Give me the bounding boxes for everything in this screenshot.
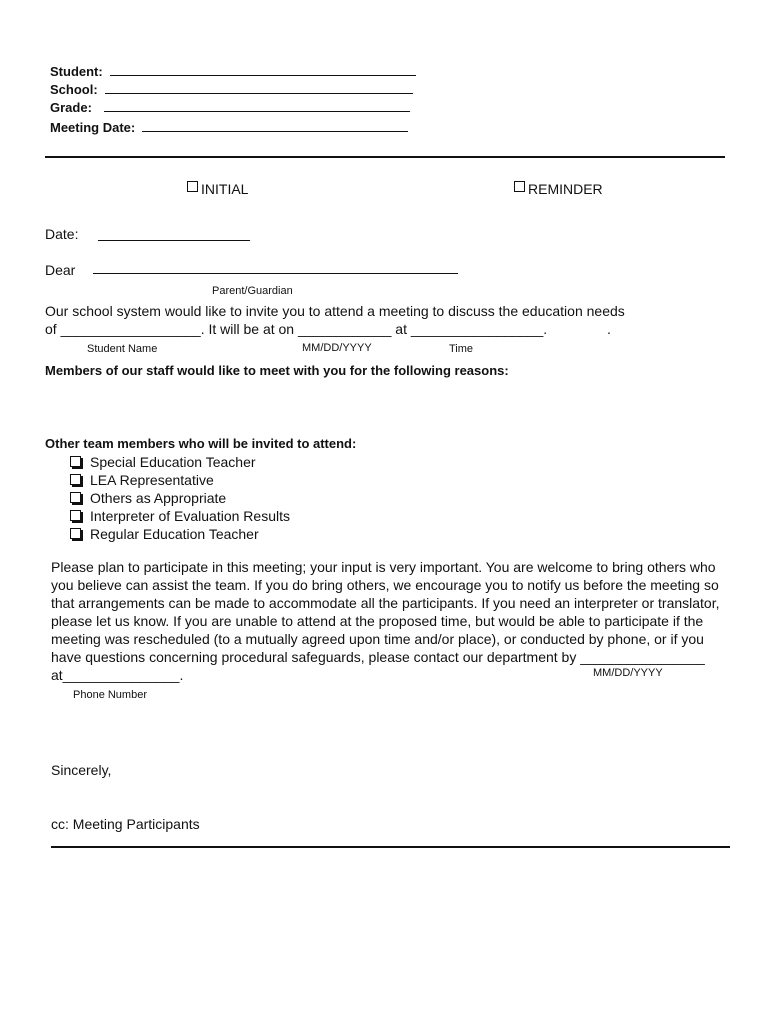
team-heading: Other team members who will be invited to attend:	[45, 436, 357, 451]
bottom-divider	[51, 846, 730, 848]
body-line-3: that arrangements can be made to accommodate all the participants. If you need an interpreter or translator,	[51, 595, 720, 611]
contact-date-caption: MM/DD/YYYY	[593, 667, 663, 679]
dear-label: Dear	[45, 262, 76, 278]
team-member-item: Others as Appropriate	[90, 490, 227, 506]
parent-guardian-field[interactable]	[93, 273, 458, 274]
meeting-date-caption: MM/DD/YYYY	[302, 342, 372, 354]
intro-trailing-period: .	[607, 321, 611, 337]
body-line-5: meeting was rescheduled (to a mutually agreed upon time and/or place), or conducted by phone, or if you	[51, 631, 704, 647]
team-member-item: Interpreter of Evaluation Results	[90, 508, 290, 524]
team-member-item: Special Education Teacher	[90, 454, 256, 470]
team-member-item: Regular Education Teacher	[90, 526, 259, 542]
body-line-7: at_______________.	[51, 667, 184, 683]
team-member-checkbox[interactable]	[70, 492, 81, 503]
team-member-checkbox[interactable]	[70, 456, 81, 467]
team-member-checkbox[interactable]	[70, 510, 81, 521]
reasons-heading: Members of our staff would like to meet with you for the following reasons:	[45, 363, 509, 378]
body-line-2: you believe can assist the team. If you do bring others, we encourage you to notify us before the meeting so	[51, 577, 719, 593]
reminder-checkbox[interactable]	[514, 181, 525, 192]
cc-line: cc: Meeting Participants	[51, 816, 200, 832]
team-member-checkbox[interactable]	[70, 474, 81, 485]
body-line-1: Please plan to participate in this meeting; your input is very important. You are welcome to bring others who	[51, 559, 716, 575]
reminder-label: REMINDER	[528, 181, 603, 197]
time-caption: Time	[449, 343, 474, 355]
phone-number-caption: Phone Number	[73, 689, 147, 701]
student-field[interactable]	[110, 75, 416, 76]
school-field[interactable]	[105, 93, 413, 94]
school-label: School:	[50, 82, 98, 97]
top-divider	[45, 156, 725, 158]
student-label: Student:	[50, 64, 103, 79]
meeting-date-label: Meeting Date:	[50, 120, 136, 135]
closing: Sincerely,	[51, 762, 112, 778]
team-member-item: LEA Representative	[90, 472, 214, 488]
team-member-checkbox[interactable]	[70, 528, 81, 539]
body-line-4: please let us know. If you are unable to attend at the proposed time, but would be able to participate if the	[51, 613, 704, 629]
parent-guardian-caption: Parent/Guardian	[212, 285, 293, 297]
meeting-date-field[interactable]	[142, 131, 408, 132]
student-name-caption: Student Name	[87, 343, 158, 355]
grade-label: Grade:	[50, 100, 92, 115]
intro-line-2: of __________________. It will be at on ____________ at _________________.	[45, 321, 548, 337]
body-line-6: have questions concerning procedural safeguards, please contact our department by ________________	[51, 649, 705, 665]
initial-label: INITIAL	[201, 181, 249, 197]
initial-checkbox[interactable]	[187, 181, 198, 192]
grade-field[interactable]	[104, 111, 410, 112]
intro-line-1: Our school system would like to invite you to attend a meeting to discuss the education needs	[45, 303, 625, 319]
date-label: Date:	[45, 226, 79, 242]
date-field[interactable]	[98, 240, 250, 241]
